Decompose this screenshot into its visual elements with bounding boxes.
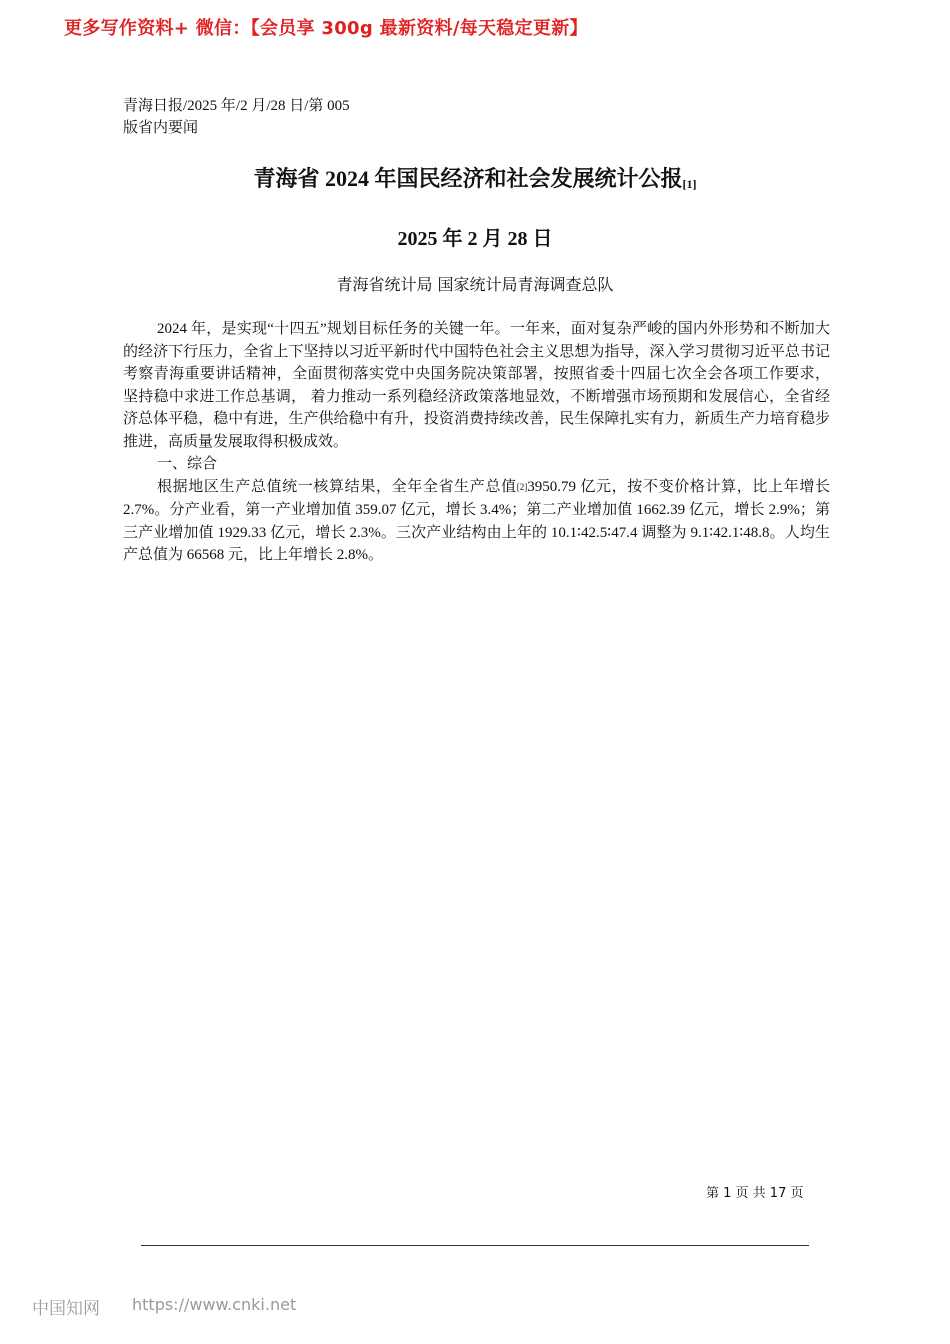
source-line-1: 青海日报/2025 年/2 月/28 日/第 005 xyxy=(123,98,350,114)
source-line-2: 版省内要闻 xyxy=(123,120,199,136)
publish-date: 2025 年 2 月 28 日 xyxy=(397,228,553,250)
cnki-logo: 中国知网 xyxy=(32,1299,100,1319)
document-title xyxy=(0,162,950,193)
footnote-link-2[interactable]: [2] xyxy=(516,481,528,492)
title-text: 青海省 2024 年国民经济和社会发展统计公报 xyxy=(253,166,683,191)
section-heading: 一、综合 xyxy=(157,456,218,472)
cnki-url[interactable]: https://www.cnki.net xyxy=(132,1295,297,1314)
footer-divider xyxy=(141,1245,809,1246)
section-1-paragraph xyxy=(123,476,830,567)
page-number: 第 1 页 共 17 页 xyxy=(706,1186,804,1201)
section-1-text-part1: 根据地区生产总值统一核算结果，全年全省生产总值 xyxy=(157,478,517,495)
section-1-text-part2: 3950.79 亿元，按不变价格计算，比上年增长 2.7%。分产业看，第一产业增加值 359.07 亿元，增长 3.4%；第二产业增加值 1662.39 亿元，增长 2.9%；第三产业增加值 1929.33 亿元，增长 2.3%。三次产业结构由上年的 10.1∶42.5∶47.4 调整为 9.1∶42.1∶48.8。人均生产总值为 66568 元，比上年增长 2.8%。 xyxy=(123,478,830,563)
source-info xyxy=(123,95,423,139)
publisher-line: 青海省统计局 国家统计局青海调查总队 xyxy=(336,275,614,294)
intro-paragraph: 2024 年，是实现“十四五”规划目标任务的关键一年。一年来，面对复杂严峻的国内外形势和不断加大的经济下行压力，全省上下坚持以习近平新时代中国特色社会主义思想为指导，深入学习贯彻习近平总书记考察青海重要讲话精神，全面贯彻落实党中央国务院决策部署，按照省委十四届七次全会各项工作要求， 坚持稳中求进工作总基调， 着力推动一系列稳经济政策落地显效，不断增强市场预期和发展信心，全省经济总体平稳，稳中有进，生产供给稳中有升，投资消费持续改善，民生保障扎实有力，新质生产力培育稳步推进，高质量发展取得积极成效。 xyxy=(123,321,830,450)
document-body xyxy=(123,318,830,567)
title-footnote-link[interactable]: [1] xyxy=(682,177,697,191)
promo-banner: 更多写作资料+ 微信：【会员享 300g 最新资料/每天稳定更新】 xyxy=(64,18,588,39)
